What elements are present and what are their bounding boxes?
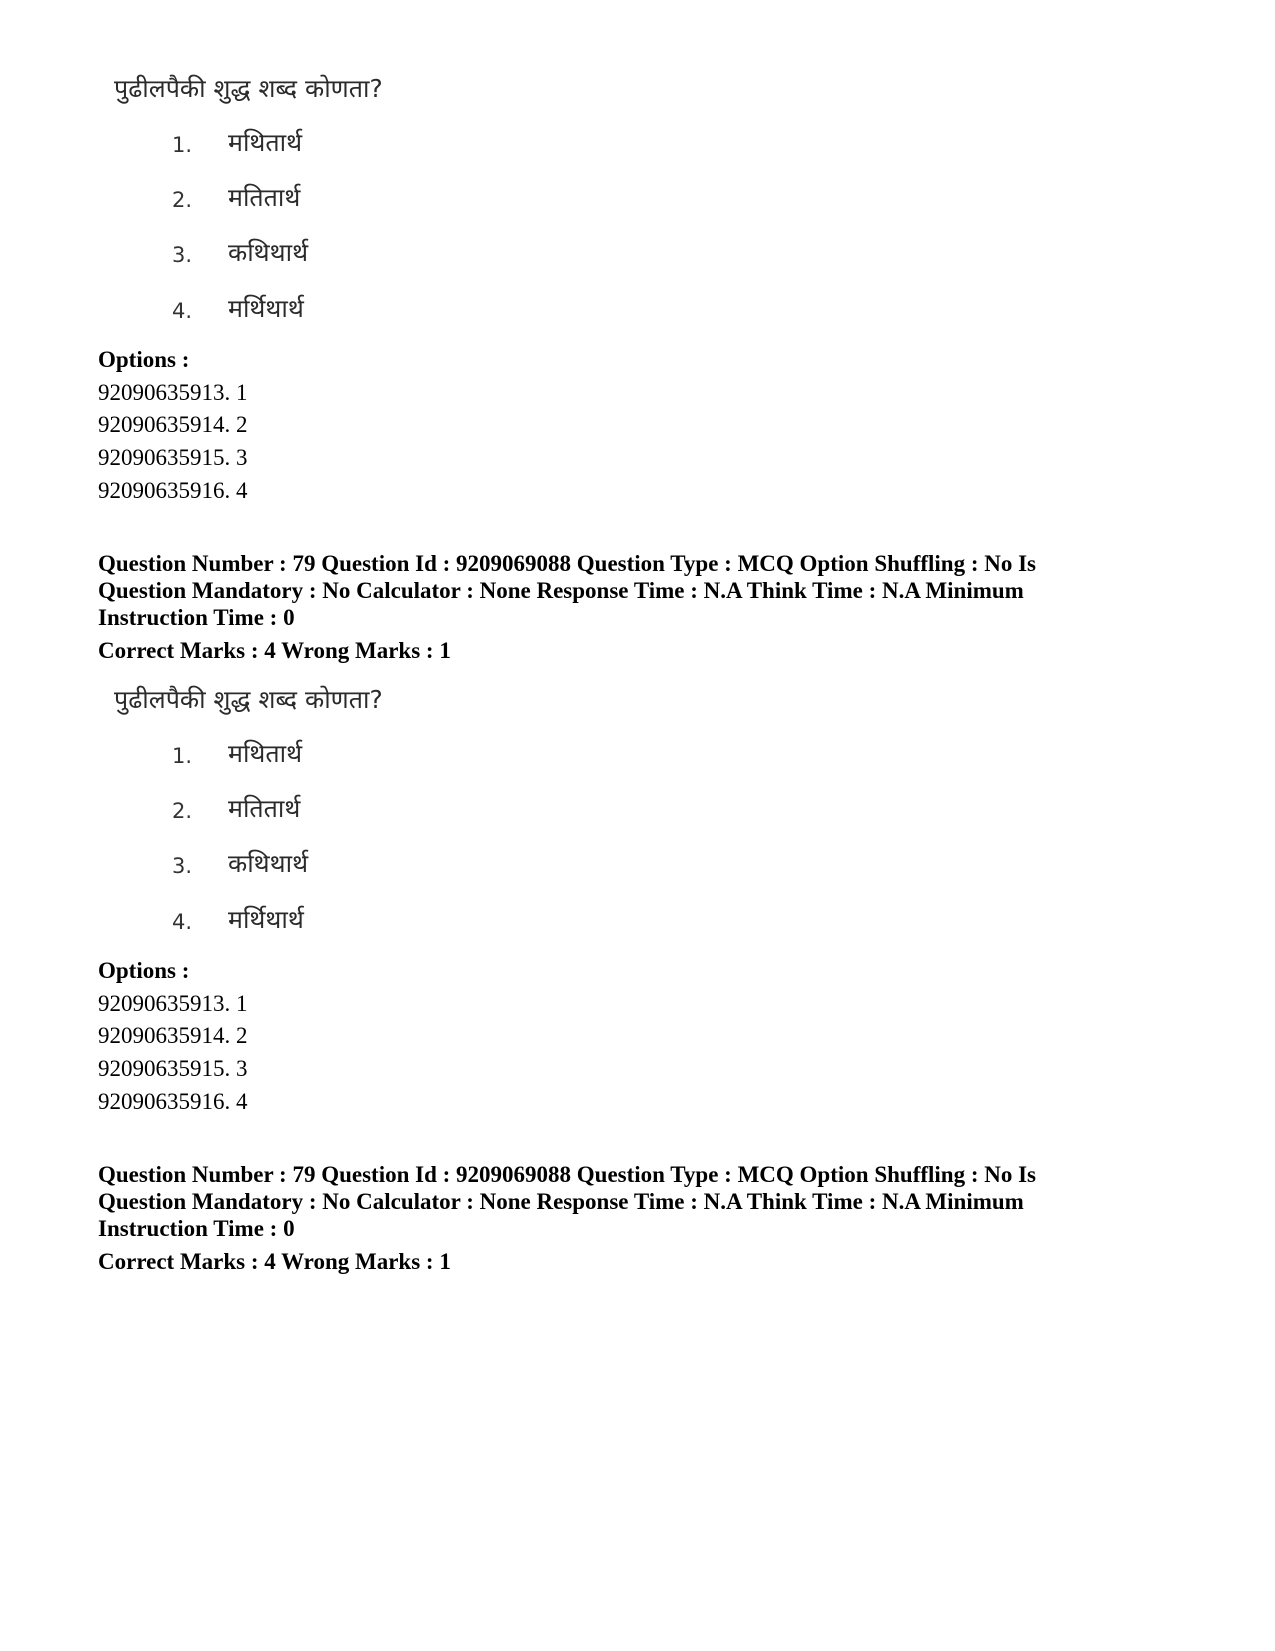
option-line: 92090635913. 1: [98, 380, 248, 405]
choice-text: मर्थिथार्थ: [228, 294, 304, 323]
choice-text: मतितार्थ: [228, 794, 301, 823]
meta-line: Question Number : 79 Question Id : 9209069088 Question Type : MCQ Option Shuffling : No Is: [98, 551, 1037, 576]
option-line: 92090635916. 4: [98, 1089, 248, 1114]
option-line: 92090635916. 4: [98, 478, 248, 503]
option-line: 92090635914. 2: [98, 1023, 248, 1048]
marks-line: Correct Marks : 4 Wrong Marks : 1: [98, 638, 451, 663]
option-line: 92090635914. 2: [98, 412, 248, 437]
choice-number: 4.: [172, 299, 193, 323]
choice-text: कथिथार्थ: [228, 849, 309, 878]
marks-line: Correct Marks : 4 Wrong Marks : 1: [98, 1249, 451, 1274]
question-meta: [98, 1161, 1036, 1242]
choice-text: मर्थिथार्थ: [228, 905, 304, 934]
meta-line: Question Number : 79 Question Id : 9209069088 Question Type : MCQ Option Shuffling : No Is: [98, 1162, 1037, 1187]
choice-number: 3.: [172, 854, 193, 878]
option-line: 92090635915. 3: [98, 1056, 248, 1081]
meta-line: Instruction Time : 0: [98, 1216, 295, 1241]
meta-line: Question Mandatory : No Calculator : None Response Time : N.A Think Time : N.A Minimum: [98, 1189, 1024, 1214]
meta-line: Question Mandatory : No Calculator : None Response Time : N.A Think Time : N.A Minimum: [98, 578, 1024, 603]
choice-text: मथितार्थ: [228, 739, 303, 768]
question-meta: [98, 550, 1036, 631]
meta-line: Instruction Time : 0: [98, 605, 295, 630]
choice-number: 1.: [172, 133, 193, 157]
choice-number: 3.: [172, 243, 193, 267]
choice-number: 2.: [172, 188, 193, 212]
choice-number: 2.: [172, 799, 193, 823]
question-prompt: पुढीलपैकी शुद्ध शब्द कोणता?: [114, 74, 383, 103]
choice-text: मथितार्थ: [228, 128, 303, 157]
options-label: Options :: [98, 347, 190, 372]
question-image: [100, 72, 520, 342]
choice-number: 1.: [172, 744, 193, 768]
option-line: 92090635913. 1: [98, 991, 248, 1016]
options-label: Options :: [98, 958, 190, 983]
option-line: 92090635915. 3: [98, 445, 248, 470]
question-image: [100, 683, 520, 953]
choice-number: 4.: [172, 910, 193, 934]
question-prompt: पुढीलपैकी शुद्ध शब्द कोणता?: [114, 685, 383, 714]
choice-text: कथिथार्थ: [228, 238, 309, 267]
choice-text: मतितार्थ: [228, 183, 301, 212]
